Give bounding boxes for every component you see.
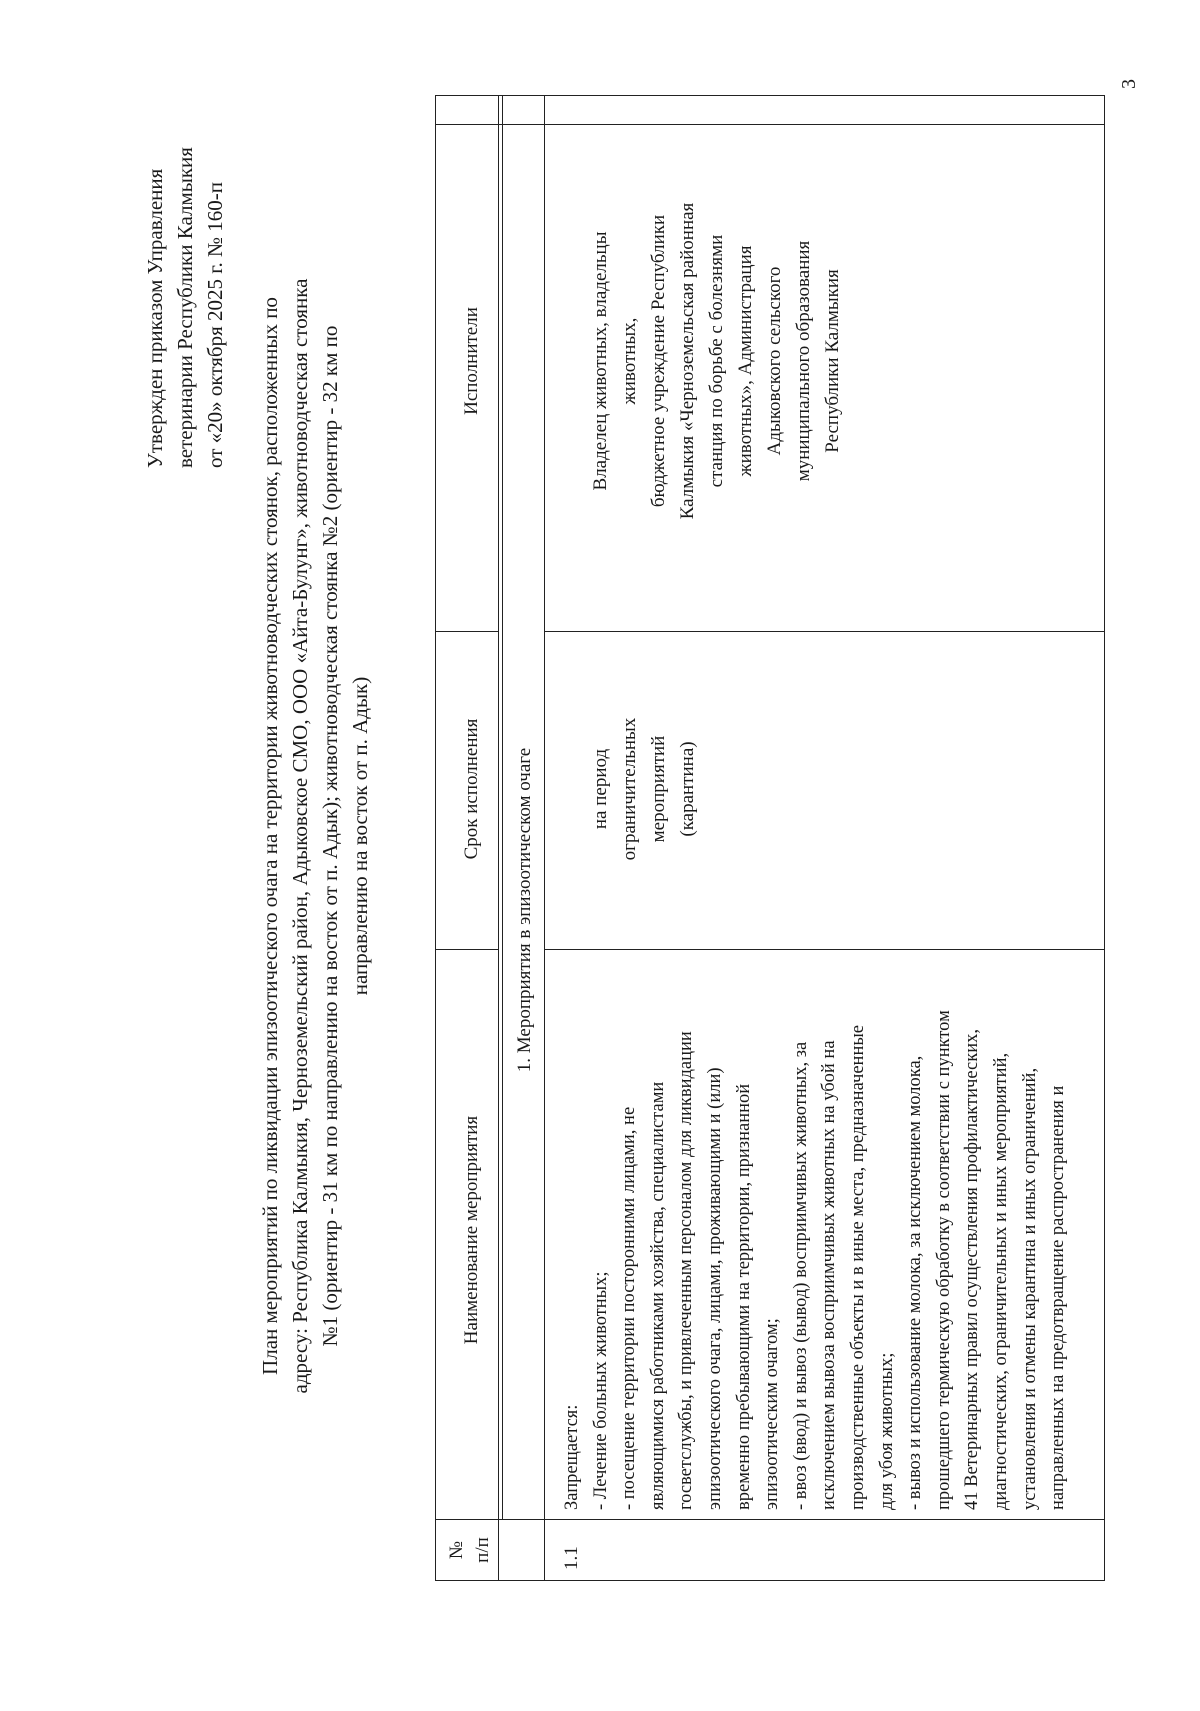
num-column-border <box>436 1519 1104 1520</box>
measure-line: производственные объекты и в иные места, предназначенные <box>847 1024 868 1510</box>
header-measure-name: Наименование мероприятия <box>461 1115 482 1345</box>
term-cell <box>586 632 702 946</box>
executors-cell <box>586 94 847 628</box>
measure-line: - Лечение больных животных; <box>590 1271 611 1510</box>
executor-line: животных», Администрация <box>735 245 756 477</box>
approval-line: Утвержден приказом Управления <box>143 168 167 468</box>
header-number <box>444 1530 496 1570</box>
section-title: 1. Мероприятия в эпизоотическом очаге <box>514 747 535 1073</box>
measure-line: направленных на предотвращение распространения и <box>1048 1085 1069 1510</box>
title-line: План мероприятий по ликвидации эпизоотического очага на территории животноводческих стоянок, расположенных по <box>258 297 282 1375</box>
measure-line: 41 Ветеринарных правил осуществления профилактических, <box>962 1029 983 1510</box>
executor-line: муниципального образования <box>793 240 814 482</box>
executor-line: Республики Калмыкия <box>822 269 843 453</box>
executor-line: Владелец животных, владельцы <box>590 231 611 491</box>
executor-line: бюджетное учреждение Республики <box>648 214 669 508</box>
measure-line: временно пребывающими на территории, признанной <box>733 1083 754 1510</box>
measure-line: исключением вывоза восприимчивых животных на убой на <box>819 1040 840 1510</box>
header-term: Срок исполнения <box>461 718 482 860</box>
row-number: 1.1 <box>561 1546 582 1570</box>
header-executors: Исполнители <box>461 307 482 415</box>
term-line: (карантина) <box>677 741 698 837</box>
measure-line: являющимися работниками хозяйства, специалистами <box>647 1081 668 1510</box>
executor-line: Калмыкия «Черноземельская районная <box>677 202 698 520</box>
measure-line: прошедшего термическую обработку в соответствии с пунктом <box>933 1010 954 1510</box>
term-line: на период <box>590 748 611 830</box>
approval-stamp-text <box>140 28 230 468</box>
measure-line: - ввоз (ввод) и вывоз (вывод) восприимчивых животных, за <box>790 1041 811 1510</box>
measure-line: для убоя животных; <box>876 1352 897 1510</box>
header-number-line: № <box>446 1540 467 1560</box>
measure-line: Запрещается: <box>562 1404 582 1510</box>
measure-description <box>558 920 1073 1510</box>
term-line: ограничительных <box>619 717 640 861</box>
measure-line: диагностических, ограничительных и иных мероприятий, <box>990 1052 1011 1510</box>
approval-line: ветеринарии Республики Калмыкия <box>173 147 197 468</box>
document-title <box>255 96 375 1576</box>
title-line: направлению на восток от п. Адык) <box>348 676 372 996</box>
measure-line: эпизоотическим очагом; <box>762 1318 783 1510</box>
header-number-line: п/п <box>472 1537 493 1563</box>
section-bottom-border <box>544 96 545 1580</box>
measure-line: - вывоз и использование молока, за исключением молока, <box>905 1055 926 1510</box>
title-line: адресу: Республика Калмыкия, Черноземельский район, Адыковское СМО, ООО «Айта-Булунг», животноводческая стоянка <box>288 278 312 1394</box>
term-line: мероприятий <box>648 735 669 843</box>
measures-table <box>435 95 1105 1581</box>
measure-line: установления и отмены карантина и иных ограничений, <box>1019 1067 1040 1510</box>
executor-line: станция по борьбе с болезнями <box>706 234 727 488</box>
approval-line: от «20» октября 2025 г. № 160-п <box>203 182 227 468</box>
measure-line: госветслужбы, и привлеченным персоналом для ликвидации <box>676 1031 697 1510</box>
page-number: 3 <box>1118 79 1140 89</box>
header-double-border <box>502 96 503 1520</box>
measure-line: - посещение территории посторонними лицами, не <box>619 1106 640 1510</box>
header-bottom-border <box>498 96 499 1580</box>
measure-line: эпизоотического очага, лицами, проживающими и (или) <box>704 1067 725 1510</box>
executor-line: животных, <box>619 317 640 405</box>
title-line: №1 (ориентир - 31 км по направлению на восток от п. Адык); животноводческая стоянка №2 (ориентир - 32 км по <box>318 325 342 1347</box>
executor-line: Адыковского сельского <box>764 266 785 456</box>
